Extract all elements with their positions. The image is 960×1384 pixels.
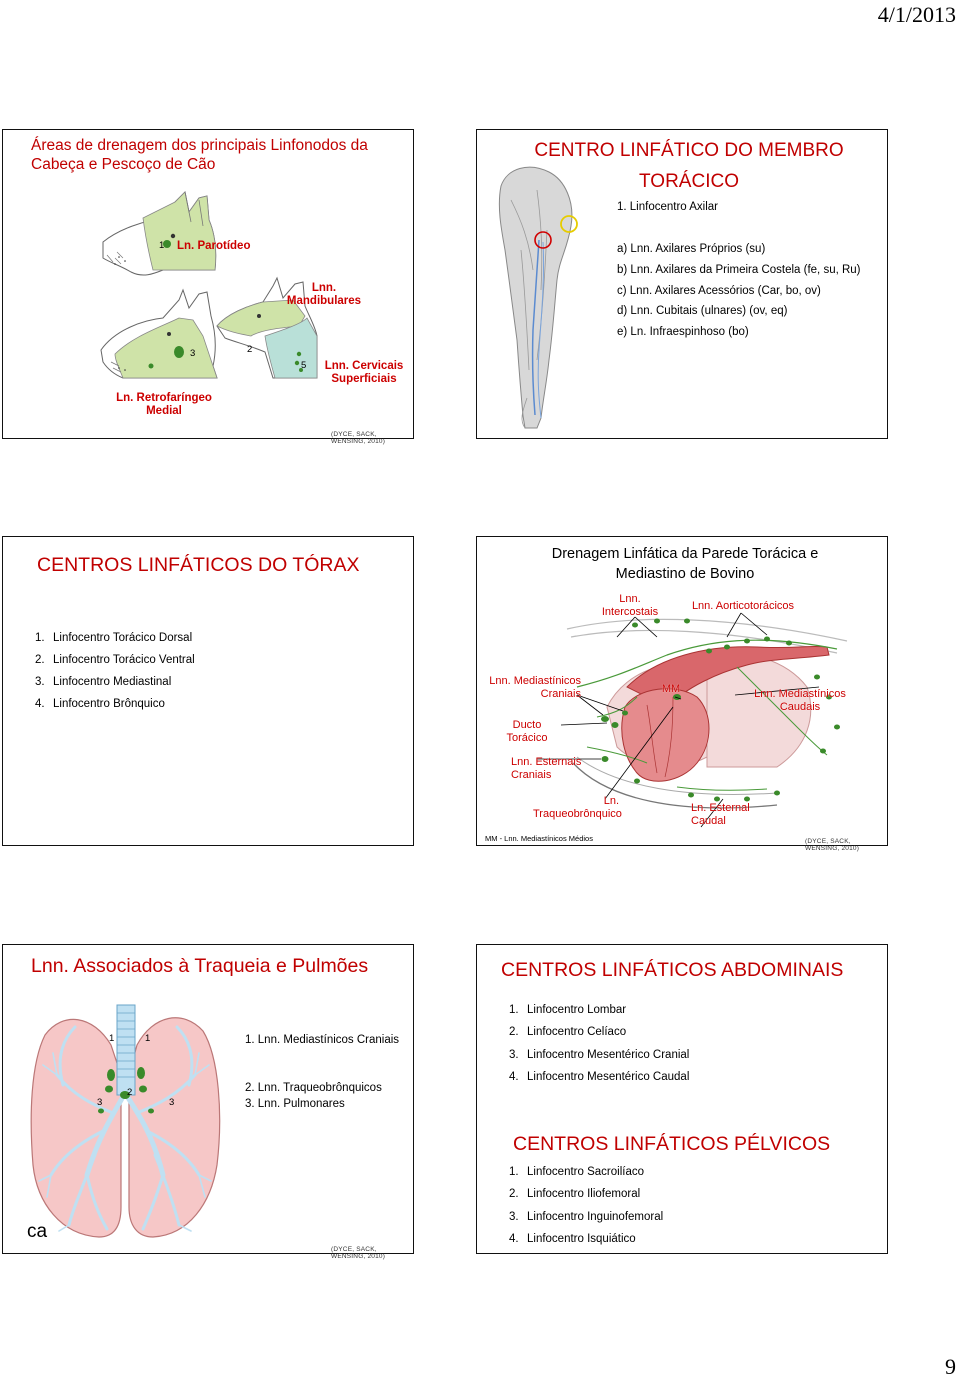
pelvic-item-3 (509, 1210, 663, 1224)
thorax-item-1 (35, 631, 192, 645)
slide-title: Drenagem Linfática da Parede Torácica e Mediastino de Bovino (551, 546, 819, 582)
item-number: 2. (35, 654, 45, 666)
number-2: 2 (127, 1087, 133, 1098)
item-text: Linfocentro Mesentérico Cranial (527, 1049, 690, 1061)
credit: (DYCE, SACK, WENSING, 2010) (805, 838, 860, 852)
lung-item-2: 2. Lnn. Traqueobrônquicos (245, 1082, 382, 1094)
number-1-left: 1 (109, 1033, 115, 1044)
item-text: Linfocentro Isquiático (527, 1233, 636, 1245)
header-date: 4/1/2013 (877, 2, 956, 27)
item-number: 4. (509, 1071, 519, 1083)
slide-thoracic-limb (476, 129, 888, 439)
slide-title: Áreas de drenagem dos principais Linfonodos da Cabeça e Pescoço de Cão (31, 137, 368, 173)
label-ducto-toracico: Ducto Torácico (506, 719, 548, 744)
lungs-illustration (3, 945, 243, 1255)
axilar-item-d: d) Lnn. Cubitais (ulnares) (ov, eq) (617, 305, 788, 317)
pelvic-item-1 (509, 1165, 644, 1179)
slide-title: CENTRO LINFÁTICO DO MEMBRO TORÁCICO (534, 140, 844, 192)
item-text: Linfocentro Lombar (527, 1004, 627, 1016)
item-number: 3. (509, 1211, 519, 1223)
slide-trachea-lungs (2, 944, 414, 1260)
item-number: 1. (35, 632, 45, 644)
label-cervicais-superficiais: Lnn. Cervicais Superficiais (324, 360, 404, 385)
label-mediastinicos-caudais: Lnn. Mediastínicos Caudais (754, 688, 846, 713)
legend-note: MM - Lnn. Mediastínicos Médios (485, 834, 593, 843)
center-axilar: 1. Linfocentro Axilar (617, 201, 719, 213)
axilar-item-b: b) Lnn. Axilares da Primeira Costela (fe, su, Ru) (617, 264, 861, 276)
item-number: 3. (35, 676, 45, 688)
label-mandibulares: Lnn. Mandibulares (286, 282, 362, 307)
item-text: Linfocentro Inguinofemoral (527, 1211, 664, 1223)
lung-item-3: 3. Lnn. Pulmonares (245, 1098, 345, 1110)
credit: (DYCE, SACK, WENSING, 2010) (331, 1246, 386, 1260)
label-esternais-craniais: Lnn. Esternais Craniais (511, 756, 582, 781)
number-5: 5 (301, 360, 307, 371)
label-intercostais: Lnn. Intercostais (601, 593, 659, 618)
item-number: 2. (509, 1188, 519, 1200)
number-1-right: 1 (145, 1033, 151, 1044)
slide-abdominal-pelvic (476, 944, 888, 1254)
item-number: 1. (509, 1166, 519, 1178)
item-text: Linfocentro Mesentérico Caudal (527, 1071, 690, 1083)
label-aorticotoracicos: Lnn. Aorticotorácicos (691, 600, 795, 612)
item-text: Linfocentro Torácico Dorsal (53, 632, 193, 644)
axilar-item-a: a) Lnn. Axilares Próprios (su) (617, 243, 766, 255)
axilar-item-e: e) Ln. Infraespinhoso (bo) (617, 326, 749, 338)
item-text: Linfocentro Brônquico (53, 698, 165, 710)
credit: (DYCE, SACK, WENSING, 2010) (331, 431, 386, 445)
axilar-item-c: c) Lnn. Axilares Acessórios (Car, bo, ov) (617, 285, 821, 297)
label-esternal-caudal: Ln. Esternal Caudal (691, 802, 750, 827)
slide-title: CENTROS LINFÁTICOS DO TÓRAX (37, 554, 360, 576)
abdominal-item-3 (509, 1048, 689, 1062)
pelvic-item-2 (509, 1187, 640, 1201)
thorax-item-3 (35, 675, 171, 689)
label-traqueobronquico: Ln. Traqueobrônquico (533, 795, 622, 820)
pelvic-item-4 (509, 1232, 636, 1246)
limb-illustration (477, 130, 607, 440)
slide-thorax-centers (2, 536, 414, 846)
slide-title: Lnn. Associados à Traqueia e Pulmões (31, 955, 369, 977)
item-number: 4. (509, 1233, 519, 1245)
lung-item-1: 1. Lnn. Mediastínicos Craniais (245, 1034, 400, 1046)
number-2: 2 (247, 344, 253, 355)
number-3-left: 3 (97, 1097, 103, 1108)
thorax-item-4 (35, 697, 165, 711)
abdominal-item-1 (509, 1003, 626, 1017)
item-text: Linfocentro Mediastinal (53, 676, 172, 688)
slide-subtitle: CENTROS LINFÁTICOS PÉLVICOS (513, 1133, 831, 1155)
number-1: 1 (159, 240, 165, 251)
number-3-right: 3 (169, 1097, 175, 1108)
item-number: 4. (35, 698, 45, 710)
item-number: 1. (509, 1004, 519, 1016)
number-3: 3 (190, 348, 196, 359)
label-parotideo: Ln. Parotídeo (177, 240, 251, 252)
item-text: Linfocentro Celíaco (527, 1026, 627, 1038)
abdominal-item-2 (509, 1025, 626, 1039)
abdominal-item-4 (509, 1070, 689, 1084)
item-text: Linfocentro Iliofemoral (527, 1188, 641, 1200)
item-number: 2. (509, 1026, 519, 1038)
label-retrofaringeo: Ln. Retrofaríngeo Medial (116, 392, 212, 417)
slide-bovine-drainage (476, 536, 888, 852)
label-mm: MM (661, 683, 681, 695)
slide-head-neck (2, 129, 414, 445)
page-number: 9 (945, 1354, 956, 1379)
slide-title: CENTROS LINFÁTICOS ABDOMINAIS (501, 959, 844, 981)
corner-text: ca (27, 1221, 48, 1242)
item-text: Linfocentro Torácico Ventral (53, 654, 195, 666)
item-number: 3. (509, 1049, 519, 1061)
label-mediastinicos-craniais: Lnn. Mediastínicos Craniais (489, 675, 581, 700)
item-text: Linfocentro Sacroilíaco (527, 1166, 644, 1178)
thorax-item-2 (35, 653, 195, 667)
